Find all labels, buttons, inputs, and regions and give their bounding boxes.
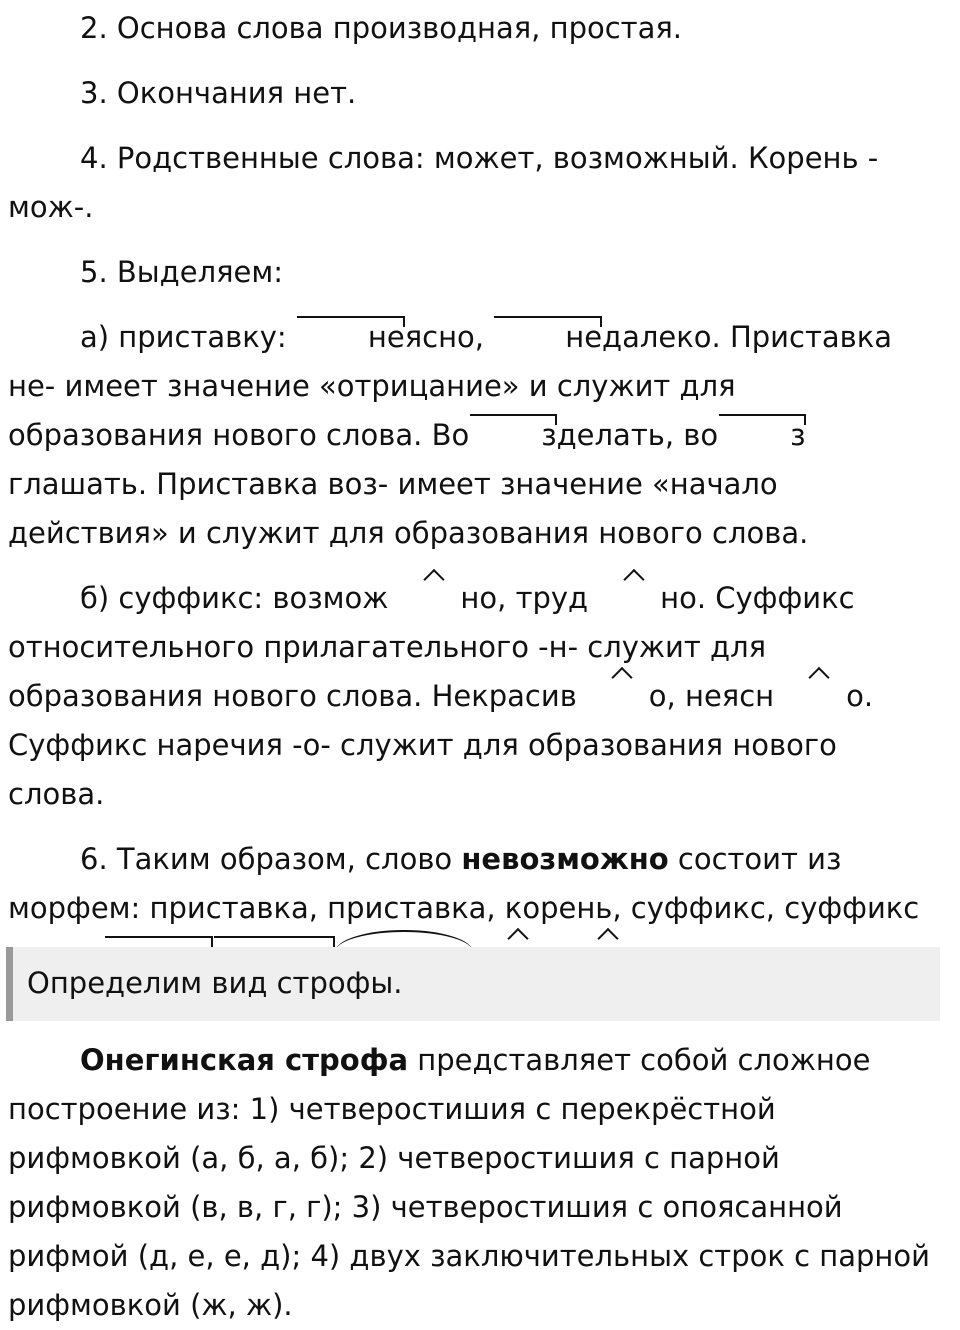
bold-word: невозможно (461, 842, 669, 876)
suffix-mark: н (588, 574, 679, 623)
suffix-mark: о (577, 672, 667, 721)
text: неясн (684, 679, 775, 713)
bold-term: Онегинская строфа (80, 1043, 409, 1077)
callout-text: Определим вид строфы. (27, 966, 403, 1000)
suffix-mark: н (388, 574, 479, 623)
text: а) приставку: (80, 320, 296, 354)
text: 6. Таким образом, слово (80, 842, 462, 876)
item-2: 2. Основа слова производная, простая. (80, 11, 683, 45)
text: возмож (272, 581, 389, 615)
text: представляет собой сложное построение из: 1) четверостишия с перекрёстной рифмовкой (а, б, а, б); 2) четверостишия с парной рифмовкой (в, в, г, г); 3) четверостишия с опоясанной рифмой (д, е, е, д); 4) двух заключительных строк с парной рифмовкой (ж, ж). (8, 1043, 930, 1322)
text: ясно (404, 320, 475, 354)
text: о (679, 581, 697, 615)
text: во (683, 418, 719, 452)
text: . Приставка воз- имеет значение «начало действия» и служит для образования нового слова. (8, 467, 809, 550)
text: Некрасив (431, 679, 577, 713)
onegin-paragraph (8, 1036, 938, 1330)
text: глашать (8, 467, 138, 501)
morpheme-analysis (8, 0, 938, 982)
prefix-mark: не (296, 313, 405, 362)
text: . Суффикс относительного прилагательного -н- служит для образования нового слова. (8, 581, 855, 713)
prefix-mark: не (493, 313, 602, 362)
text: далеко (602, 320, 712, 354)
text: делать (556, 418, 665, 452)
item-4: 4. Родственные слова: может, возможный. Корень - мож-. (8, 141, 879, 224)
onegin-stanza (8, 1036, 938, 1330)
prefix-mark: з (718, 411, 805, 460)
text: . Приставка не- имеет значение «отрицание» и служит для образования нового слова. (8, 320, 893, 452)
text: Во (431, 418, 470, 452)
prefix-mark: з (469, 411, 556, 460)
text: о (479, 581, 498, 615)
item-5: 5. Выделяем: (80, 255, 284, 289)
text: б) суффикс: (80, 581, 273, 615)
text: состоит из морфем: приставка, приставка, корень, суффикс, суффикс (8, 842, 920, 925)
suffix-mark: о (774, 672, 864, 721)
callout-box (6, 947, 940, 1021)
item-5b-suffix: б) суффикс: возмож но, труд но. Суффикс относительного прилагательного -н- служит для образования нового слова. Некрасив о, неясн о. Суффикс наречия -о- служит для образования нового слова. (8, 574, 938, 819)
text: труд (515, 581, 589, 615)
item-3: 3. Окончания нет. (80, 76, 357, 110)
text: . Суффикс наречия -о- служит для образования нового слова. (8, 679, 874, 811)
item-5a-prefix: а) приставку: неясно, недалеко. Приставка не- имеет значение «отрицание» и служит для образования нового слова. Во зделать, во зглашать. Приставка воз- имеет значение «начало действия» и служит для образования нового слова. (8, 313, 938, 558)
